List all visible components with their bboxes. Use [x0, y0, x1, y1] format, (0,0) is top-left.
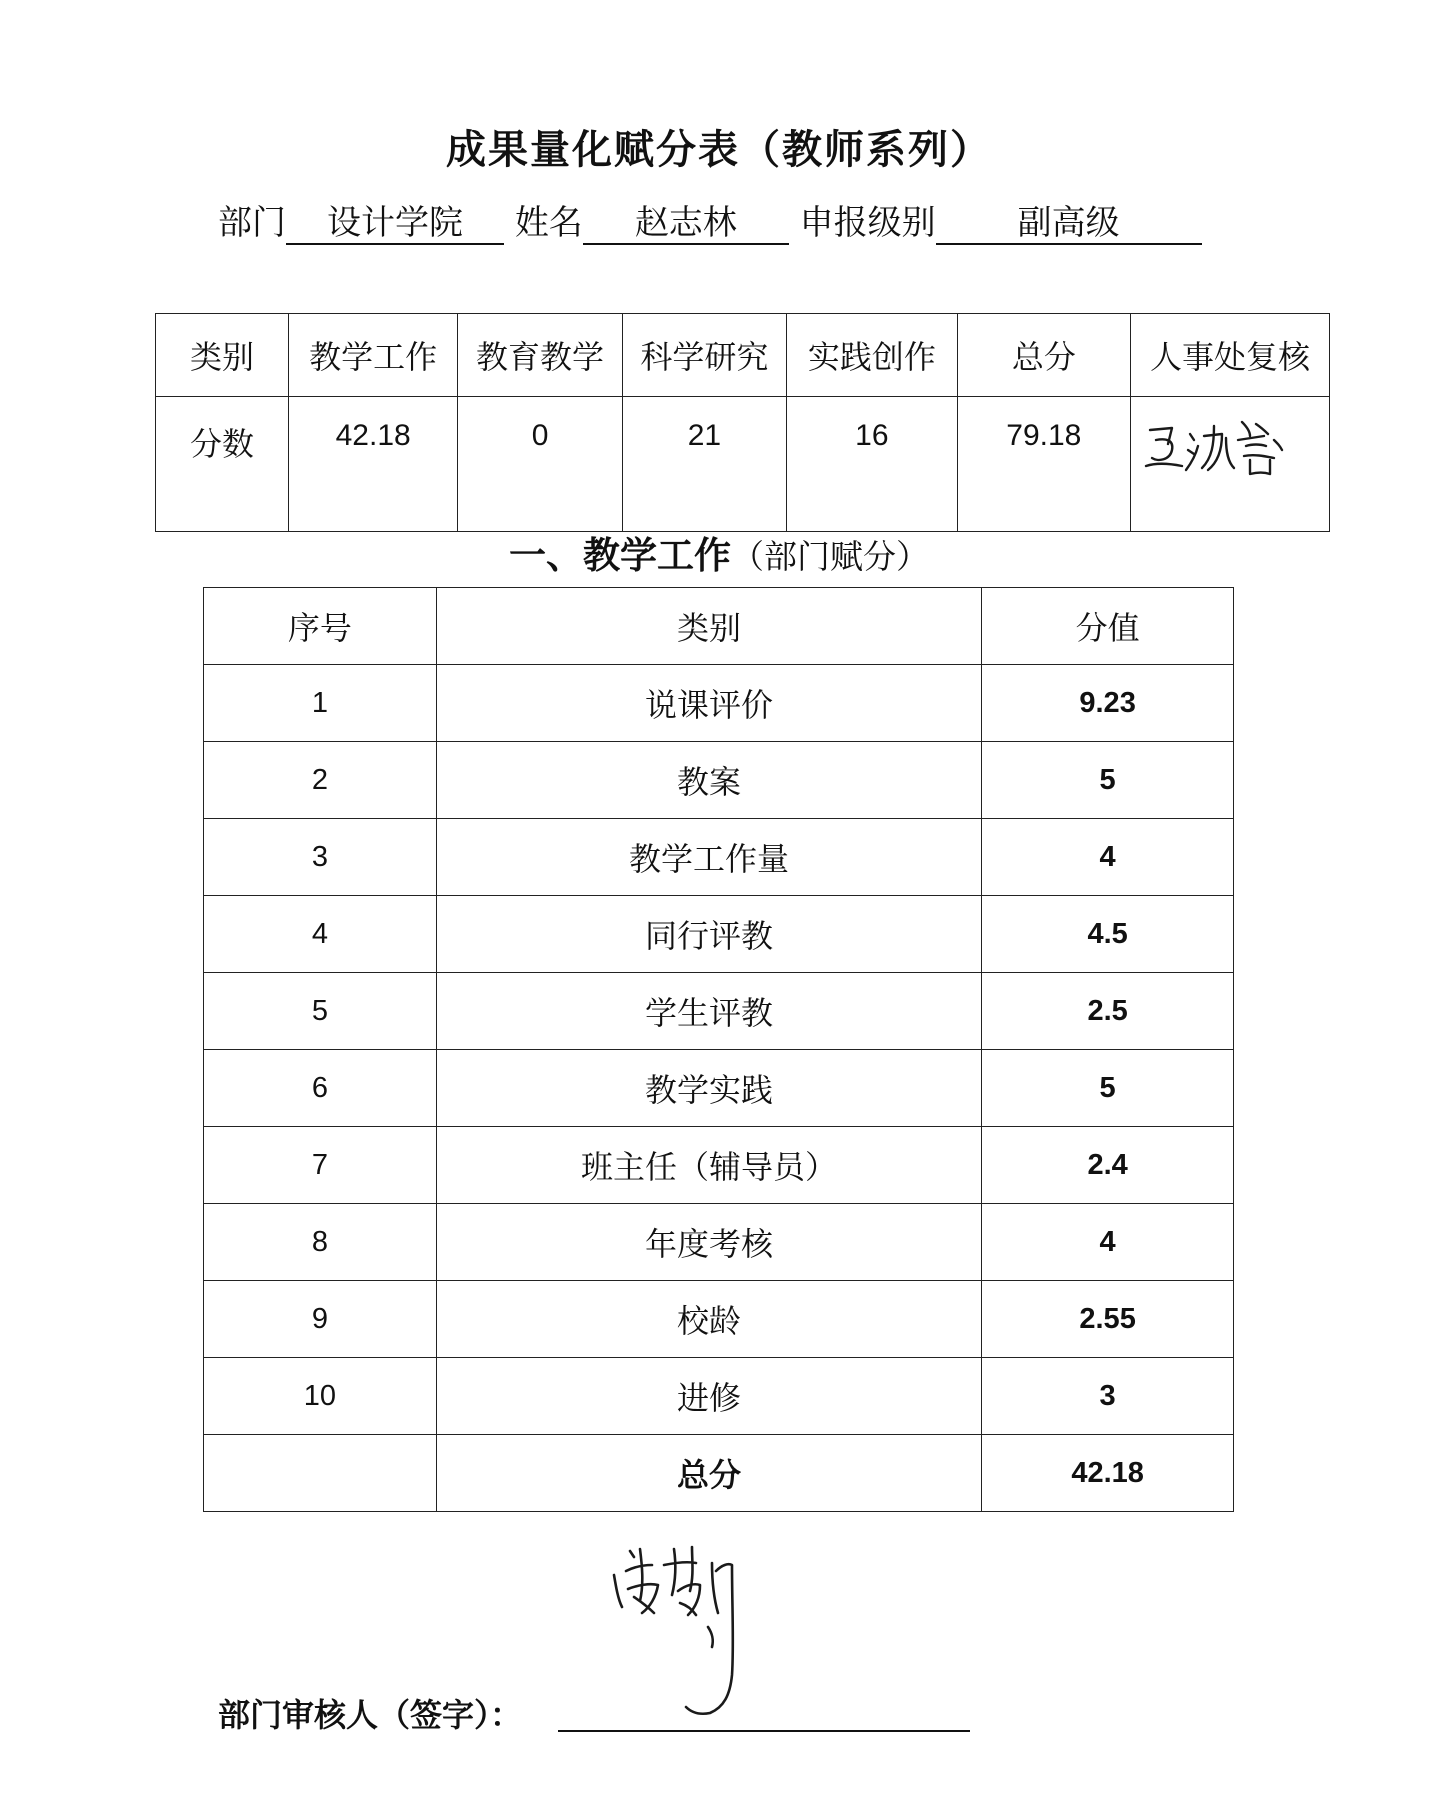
row-category: 同行评教 [436, 896, 981, 973]
row-category: 进修 [436, 1358, 981, 1435]
row-category: 教学实践 [436, 1050, 981, 1127]
row-score: 3 [982, 1358, 1234, 1435]
row-number: 2 [204, 742, 437, 819]
document-title: 成果量化赋分表（教师系列） [446, 127, 992, 173]
table-row [204, 1050, 1234, 1127]
table-row [204, 742, 1234, 819]
table-row [204, 973, 1234, 1050]
row-category: 校龄 [436, 1281, 981, 1358]
total-row-number [204, 1435, 437, 1512]
education-teaching-score: 0 [458, 397, 622, 532]
summary-row-label: 分数 [156, 397, 289, 532]
reviewer-signature-line [558, 1730, 970, 1732]
summary-header-cell: 教育教学 [458, 314, 622, 397]
table-row [204, 896, 1234, 973]
row-score: 5 [982, 1050, 1234, 1127]
row-score: 4 [982, 1204, 1234, 1281]
teaching-work-score: 42.18 [288, 397, 457, 532]
total-value: 42.18 [982, 1435, 1234, 1512]
table-row [204, 1281, 1234, 1358]
summary-header-cell: 科学研究 [622, 314, 786, 397]
section-subtitle: （部门赋分） [731, 537, 929, 576]
detail-header-cell: 分值 [982, 588, 1234, 665]
summary-header-cell: 实践创作 [787, 314, 957, 397]
row-number: 9 [204, 1281, 437, 1358]
row-number: 4 [204, 896, 437, 973]
hr-review-signature [1138, 400, 1303, 490]
total-score: 79.18 [957, 397, 1131, 532]
row-score: 9.23 [982, 665, 1234, 742]
section-heading [0, 525, 1438, 579]
practice-creation-score: 16 [787, 397, 957, 532]
row-score: 2.5 [982, 973, 1234, 1050]
level-label: 申报级别 [799, 203, 936, 243]
detail-header-cell: 类别 [436, 588, 981, 665]
row-score: 2.4 [982, 1127, 1234, 1204]
row-category: 教学工作量 [436, 819, 981, 896]
section-title: 一、教学工作 [509, 534, 731, 577]
reviewer-signature-label: 部门审核人（签字）： [218, 1696, 523, 1734]
department-signature [600, 1535, 780, 1720]
row-number: 6 [204, 1050, 437, 1127]
row-number: 8 [204, 1204, 437, 1281]
summary-header-row [156, 314, 1330, 397]
row-category: 说课评价 [436, 665, 981, 742]
total-row [204, 1435, 1234, 1512]
summary-header-cell: 教学工作 [288, 314, 457, 397]
row-score: 5 [982, 742, 1234, 819]
table-row [204, 1204, 1234, 1281]
summary-header-cell: 总分 [957, 314, 1131, 397]
level-value: 副高级 [936, 203, 1202, 245]
row-number: 7 [204, 1127, 437, 1204]
detail-header-cell: 序号 [204, 588, 437, 665]
detail-header-row [204, 588, 1234, 665]
table-row [204, 1358, 1234, 1435]
row-number: 1 [204, 665, 437, 742]
name-label: 姓名 [514, 203, 583, 243]
row-number: 10 [204, 1358, 437, 1435]
research-score: 21 [622, 397, 786, 532]
name-value: 赵志林 [583, 203, 789, 245]
row-number: 5 [204, 973, 437, 1050]
row-category: 班主任（辅导员） [436, 1127, 981, 1204]
summary-header-cell: 人事处复核 [1131, 314, 1330, 397]
table-row [204, 665, 1234, 742]
row-category: 教案 [436, 742, 981, 819]
info-line [218, 195, 1238, 245]
row-score: 4.5 [982, 896, 1234, 973]
row-score: 4 [982, 819, 1234, 896]
table-row [204, 819, 1234, 896]
row-category: 年度考核 [436, 1204, 981, 1281]
total-label: 总分 [436, 1435, 981, 1512]
summary-header-cell: 类别 [156, 314, 289, 397]
row-score: 2.55 [982, 1281, 1234, 1358]
dept-label: 部门 [218, 203, 286, 243]
row-number: 3 [204, 819, 437, 896]
dept-value: 设计学院 [286, 203, 504, 245]
teaching-work-table [203, 587, 1234, 1512]
table-row [204, 1127, 1234, 1204]
row-category: 学生评教 [436, 973, 981, 1050]
